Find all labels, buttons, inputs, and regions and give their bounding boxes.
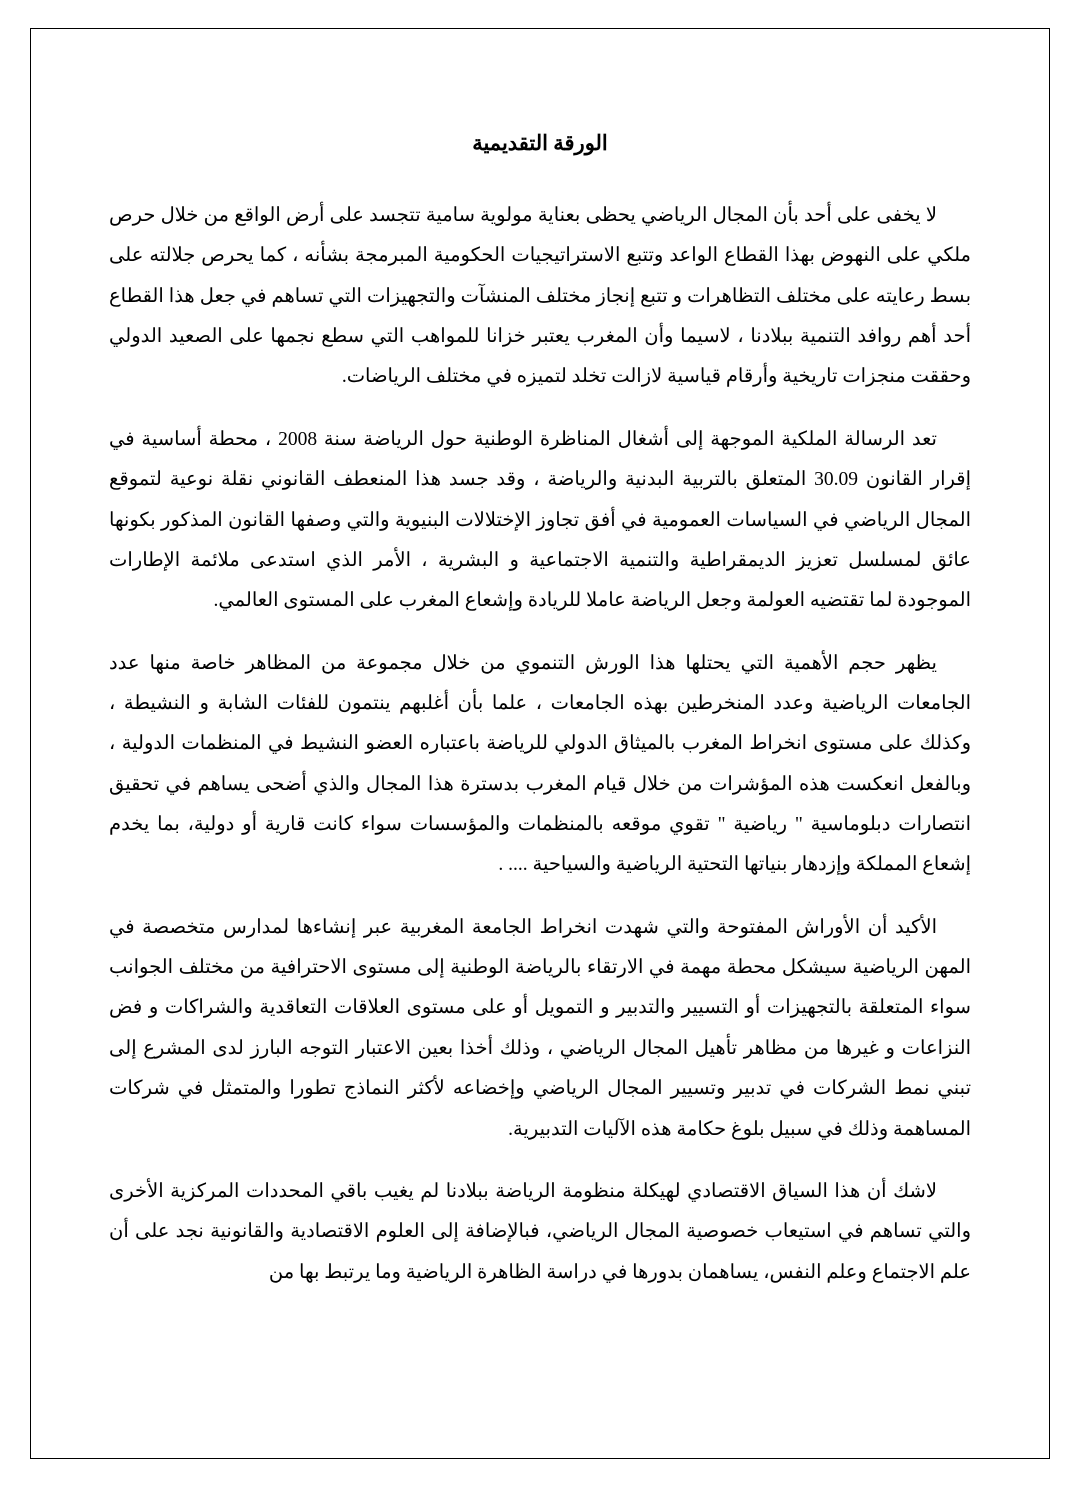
paragraph-text: الأكيد أن الأوراش المفتوحة والتي شهدت انخراط الجامعة المغربية عبر إنشاءها لمدارس متخصصة في المهن الرياضية سيشكل محطة مهمة في الارتقاء بالرياضة الوطنية إلى مستوى الاحترافية من مختلف الجوانب سواء المتعلقة بالتجهيزات أو التسيير والتدبير و التمويل أو على مستوى العلاقات التعاقدية والشراكات و فض النزاعات و غيرها من مظاهر تأهيل المجال الرياضي ، وذلك أخذا بعين الاعتبار التوجه البارز لدى المشرع إلى تبني نمط الشركات في تدبير وتسيير المجال الرياضي وإخضاعه لأكثر النماذج تطورا والمتمثل في شركات المساهمة وذلك في سبيل بلوغ حكامة هذه الآليات التدبيرية. [109,916,971,1140]
paragraph-5 [109,1172,971,1293]
paragraph-text: تعد الرسالة الملكية الموجهة إلى أشغال المناظرة الوطنية حول الرياضة سنة 2008 ، محطة أساسية في إقرار القانون 30.09 المتعلق بالتربية البدنية والرياضة ، وقد جسد هذا المنعطف القانوني نقلة نوعية لتموقع المجال الرياضي في السياسات العمومية في أفق تجاوز الإختلالات البنيوية والتي وصفها القانون المذكور بكونها عائق لمسلسل تعزيز الديمقراطية والتنمية الاجتماعية و البشرية ، الأمر الذي استدعى ملائمة الإطارات الموجودة لما تقتضيه العولمة وجعل الرياضة عاملا للريادة وإشعاع المغرب على المستوى العالمي. [109,428,971,612]
page-border-frame [30,28,1050,1459]
paragraph-3 [109,644,971,886]
paragraph-text: لاشك أن هذا السياق الاقتصادي لهيكلة منظومة الرياضة ببلادنا لم يغيب باقي المحددات المركزية الأخرى والتي تساهم في استيعاب خصوصية المجال الرياضي، فبالإضافة إلى العلوم الاقتصادية والقانونية نجد على أن علم الاجتماع وعلم النفس، يساهمان بدورها في دراسة الظاهرة الرياضية وما يرتبط بها من [109,1180,971,1283]
paragraph-text: لا يخفى على أحد بأن المجال الرياضي يحظى بعناية مولوية سامية تتجسد على أرض الواقع من خلال حرص ملكي على النهوض بهذا القطاع الواعد وتتبع الاستراتيجيات الحكومية المبرمجة بشأنه ، كما يحرص جلالته على بسط رعايته على مختلف التظاهرات و تتبع إنجاز مختلف المنشآت والتجهيزات التي تساهم في جعل هذا القطاع أحد أهم روافد التنمية ببلادنا ، لاسيما وأن المغرب يعتبر خزانا للمواهب التي سطع نجمها على الصعيد الدولي وحققت منجزات تاريخية وأرقام قياسية لازالت تخلد لتميزه في مختلف الرياضات. [109,205,971,388]
paragraph-text: يظهر حجم الأهمية التي يحتلها هذا الورش التنموي من خلال مجموعة من المظاهر خاصة منها عدد الجامعات الرياضية وعدد المنخرطين بهذه الجامعات ، علما بأن أغلبهم ينتمون للفئات الشابة و النشيطة ، وكذلك على مستوى انخراط المغرب بالميثاق الدولي للرياضة باعتباره العضو النشيط في المنظمات الدولية ، وبالفعل انعكست هذه المؤشرات من خلال قيام المغرب بدسترة هذا المجال والذي أضحى يساهم في تحقيق انتصارات دبلوماسية " رياضية " تقوي موقعه بالمنظمات والمؤسسات سواء كانت قارية أو دولية، بما يخدم إشعاع المملكة وإزدهار بنياتها التحتية الرياضية والسياحية .... . [109,652,971,876]
page-title: الورقة التقديمية [472,131,608,155]
paragraph-1 [109,196,971,398]
paragraph-4 [109,908,971,1150]
paragraph-2 [109,420,971,622]
